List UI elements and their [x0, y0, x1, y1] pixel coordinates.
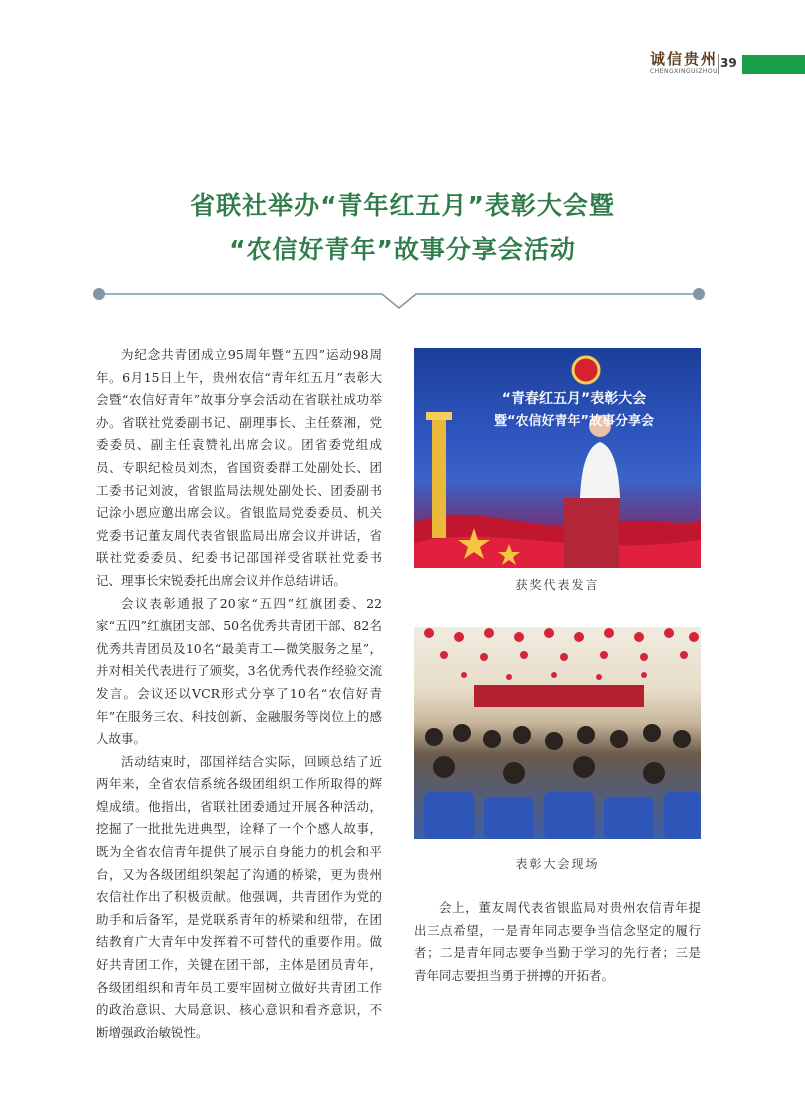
speaker-body [580, 442, 620, 498]
title-divider [92, 284, 706, 314]
divider-right-dot [693, 288, 705, 300]
podium [564, 498, 619, 568]
photo-conference-hall-scene [414, 627, 701, 839]
stage-backdrop [474, 685, 644, 707]
article-right-column [414, 897, 701, 987]
pillar-cap [426, 412, 452, 420]
photo-banner-line-1: “青春红五月”表彰大会 [501, 391, 647, 407]
article-paragraph-4: 会上，董友周代表省银监局对贵州农信青年提出三点希望，一是青年同志要争当信念坚定的履行者；二是青年同志要争当勤于学习的先行者；三是青年同志要担当勇于拼搏的开拓者。 [414, 900, 701, 983]
photo-banner-line-2: 暨“农信好青年”故事分享会 [493, 414, 655, 429]
divider-line [105, 294, 693, 308]
article-paragraph-3: 活动结束时，邵国祥结合实际，回顾总结了近两年来，全省农信系统各级团组织工作所取得的辉煌成绩。他指出，省联社团委通过开展各种活动，挖掘了一批批先进典型，诠释了一个个感人故事，既为全省农信青年提供了展示自身能力的机会和平台，又为各级团组织架起了沟通的桥梁，更为贵州农信社作出了积极贡献。他强调，共青团作为党的助手和后备军，是党联系青年的桥梁和纽带，在团结教育广大青年中发挥着不可替代的重要作用。做好共青团工作，关键在团干部，主体是团员青年，各级团组织和青年员工要牢固树立做好共青团工作的政治意识、大局意识、核心意识和看齐意识，不断增强政治敏锐性。 [96, 753, 382, 1040]
article-paragraph-1: 为纪念共青团成立95周年暨“五四”运动98周年。6月15日上午，贵州农信“青年红五月”表彰大会暨“农信好青年”故事分享会活动在省联社成功举办。省联社党委副书记、副理事长、主任蔡湘，党委委员、副主任袁赞礼出席会议。团省委党组成员、专职纪检员刘杰，省国资委群工处副处长、团工委书记刘波，省银监局法规处副处长、团委副书记涂小恩应邀出席会议。省银监局党委委员、机关党委书记董友周代表省银监局出席会议并讲话，省联社党委委员、纪委书记邵国祥受省联社党委书记、理事长宋锐委托出席会议并作总结讲话。 [96, 347, 382, 588]
article-title-line-1: 省联社举办“青年红五月”表彰大会暨 [190, 191, 615, 220]
photo-caption-award-speaker: 获奖代表发言 [515, 578, 600, 592]
page-number: 39 [720, 56, 737, 70]
article-title-line-2: “农信好青年”故事分享会活动 [229, 235, 576, 264]
photo-caption-conference-hall: 表彰大会现场 [515, 857, 600, 871]
blue-seats [424, 792, 701, 839]
photo-award-speaker [414, 348, 701, 568]
divider-left-dot [93, 288, 105, 300]
golden-pillar [432, 418, 446, 538]
photo-award-speaker-scene [414, 348, 701, 568]
header-accent-bar [742, 55, 805, 74]
page-number-separator [718, 54, 719, 74]
brand-pinyin: CHENGXINGUIZHOU [650, 68, 719, 75]
article-paragraph-2: 会议表彰通报了20家“五四”红旗团委、22家“五四”红旗团支部、50名优秀共青团干部、82名优秀共青团员及10名“最美青工—微笑服务之星”，并对相关代表进行了颁奖，3名优秀代表作经验交流发言。会议还以VCR形式分享了10名“农信好青年”在服务三农、科技创新、金融服务等岗位上的感人故事。 [96, 595, 382, 747]
brand-logo [650, 50, 718, 78]
brand-name: 诚信贵州 [650, 50, 719, 68]
article-left-column [96, 344, 382, 1044]
league-emblem [573, 357, 599, 383]
photo-conference-hall [414, 627, 701, 839]
audience [425, 724, 691, 784]
red-lanterns [424, 628, 699, 680]
